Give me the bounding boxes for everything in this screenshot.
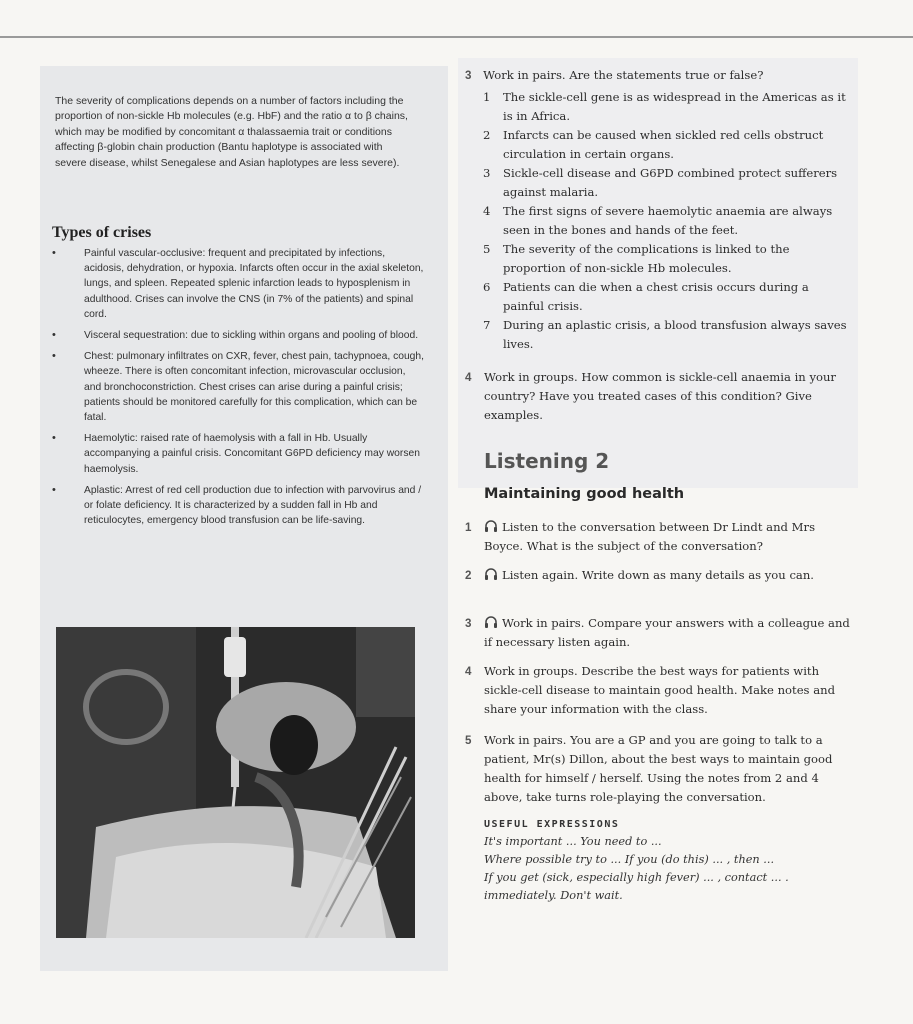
task-text: Work in pairs. Compare your answers with a colleague and if necessary listen again.	[484, 616, 850, 649]
task-text: Listen again. Write down as many details as you can.	[502, 568, 814, 582]
question-3	[465, 66, 763, 85]
expression-line: If you get (sick, especially high fever) ... , contact ... .	[484, 871, 789, 884]
list-item	[483, 278, 853, 316]
expression-line: Where possible try to ... If you (do this) ... , then ...	[484, 853, 775, 866]
question-4	[465, 368, 857, 425]
bullet-icon: •	[52, 432, 56, 445]
list-item	[483, 126, 853, 164]
statement-text: Sickle-cell disease and G6PD combined protect sufferers against malaria.	[503, 166, 838, 199]
task-4	[465, 662, 857, 719]
list-item	[52, 349, 424, 425]
list-item	[52, 483, 424, 529]
page-top-rule	[0, 36, 913, 38]
crisis-text: Aplastic: Arrest of red cell production due to infection with parvovirus and / or folate deficiency. It is characterized by a sudden fall in Hb and reticulocytes, emergency blood transfusion can be life-saving.	[84, 484, 422, 527]
statement-number: 3	[483, 166, 491, 180]
statement-text: Patients can die when a chest crisis occurs during a painful crisis.	[503, 280, 809, 313]
statement-number: 6	[483, 280, 491, 294]
question-number: 4	[465, 371, 472, 384]
crises-list	[52, 246, 424, 534]
statement-text: The severity of the complications is linked to the proportion of non-sickle Hb molecules.	[503, 242, 790, 275]
section-subtitle: Maintaining good health	[484, 486, 685, 502]
list-item	[52, 431, 424, 477]
task-text: Work in pairs. You are a GP and you are going to talk to a patient, Mr(s) Dillon, about the best ways to maintain good health for himself / herself. Using the notes from 2 and 4 above, take turns role-playing the conversation.	[484, 733, 833, 804]
statement-text: The first signs of severe haemolytic anaemia are always seen in the bones and hands of the feet.	[503, 204, 833, 237]
statement-number: 7	[483, 318, 491, 332]
statement-number: 4	[483, 204, 491, 218]
task-1	[465, 518, 857, 556]
list-item	[483, 240, 853, 278]
list-item	[483, 202, 853, 240]
question-number: 3	[465, 69, 472, 82]
statement-text: Infarcts can be caused when sickled red cells obstruct circulation in certain organs.	[503, 128, 824, 161]
task-3	[465, 614, 857, 652]
expression-line: It's important ... You need to ...	[484, 835, 662, 848]
crisis-text: Painful vascular-occlusive: frequent and precipitated by infections, acidosis, dehydration, or hypoxia. Infarcts often occur in the axial skeleton, lungs, and spleen. Repeated splenic infarction leads to hyposplenism in adulthood. Crises can involve the CNS (in 7% of the patients) and spinal cord.	[84, 248, 424, 320]
info-panel	[40, 66, 448, 971]
task-number: 5	[465, 734, 472, 747]
task-number: 1	[465, 521, 472, 534]
statement-list	[483, 88, 853, 354]
crisis-text: Visceral sequestration: due to sickling within organs and pooling of blood.	[84, 330, 419, 342]
bullet-icon: •	[52, 247, 56, 259]
list-item	[483, 316, 853, 354]
question-text: Work in groups. How common is sickle-cell anaemia in your country? Have you treated cases of this condition? Give examples.	[484, 370, 836, 422]
photo-illustration	[56, 627, 415, 938]
task-2	[465, 566, 857, 585]
headphones-icon[interactable]	[484, 567, 498, 581]
crises-heading: Types of crises	[52, 224, 152, 241]
headphones-icon[interactable]	[484, 615, 498, 629]
list-item	[483, 88, 853, 126]
intro-paragraph: The severity of complications depends on a number of factors including the proportion of non-sickle Hb molecules (e.g. HbF) and the ratio α to β chains, which may be modified by concomitant α thalassaemia trait or conditions affecting β-globin chain production (Bantu haplotype is associated with severe disease, whilst Senegalese and Asian haplotypes are less severe).	[55, 95, 408, 169]
task-number: 3	[465, 617, 472, 630]
bullet-icon: •	[52, 329, 56, 342]
expression-line: immediately. Don't wait.	[484, 889, 623, 902]
crisis-text: Chest: pulmonary infiltrates on CXR, fever, chest pain, tachypnoea, cough, wheeze. There is often concomitant infection, microvascular occlusion, and bronchoconstriction. Chest crises can arise during a painful crisis; patients should be monitored carefully for this complication, which can be fatal.	[84, 351, 424, 424]
statement-number: 5	[483, 242, 491, 256]
bullet-icon: •	[52, 483, 56, 496]
section-title: Listening 2	[484, 449, 610, 473]
task-text: Listen to the conversation between Dr Lindt and Mrs Boyce. What is the subject of the conversation?	[484, 520, 816, 553]
list-item	[52, 328, 424, 343]
task-number: 4	[465, 665, 472, 678]
statement-number: 1	[483, 90, 491, 104]
hospital-patient-photo	[56, 627, 415, 938]
crisis-text: Haemolytic: raised rate of haemolysis with a fall in Hb. Usually accompanying a painful crisis. Concomitant G6PD deficiency may worsen haemolysis.	[84, 433, 420, 475]
list-item	[483, 164, 853, 202]
useful-expressions	[484, 833, 864, 905]
statement-text: During an aplastic crisis, a blood transfusion always saves lives.	[503, 318, 847, 351]
headphones-icon[interactable]	[484, 519, 498, 533]
question-text: Work in pairs. Are the statements true or false?	[483, 68, 764, 82]
statement-text: The sickle-cell gene is as widespread in the Americas as it is in Africa.	[503, 90, 846, 123]
task-5	[465, 731, 857, 807]
task-text: Work in groups. Describe the best ways for patients with sickle-cell disease to maintain good health. Make notes and share your information with the class.	[484, 664, 835, 716]
list-item	[52, 246, 424, 322]
task-number: 2	[465, 569, 472, 582]
statement-number: 2	[483, 128, 491, 142]
bullet-icon: •	[52, 350, 56, 363]
useful-expressions-heading: USEFUL EXPRESSIONS	[484, 819, 620, 830]
